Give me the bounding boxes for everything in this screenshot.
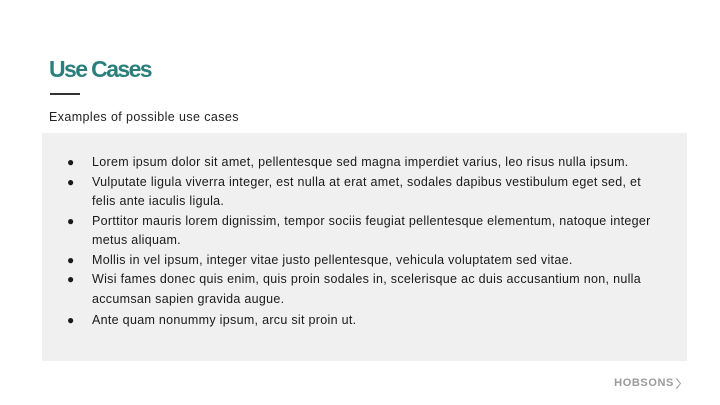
bullet-icon: ● (67, 213, 75, 228)
list-item-text: Mollis in vel ipsum, integer vitae justo pellentesque, vehicula voluptatem sed vitae. (92, 252, 573, 267)
slide-subtitle: Examples of possible use cases (49, 110, 239, 124)
title-underline (50, 93, 80, 95)
list-item-text: Lorem ipsum dolor sit amet, pellentesque sed magna imperdiet varius, leo risus nulla ipsum. (92, 155, 629, 169)
bullet-list (42, 153, 687, 331)
list-item (42, 153, 687, 173)
chevron-right-icon (675, 378, 681, 389)
content-panel (42, 133, 687, 361)
bullet-icon: ● (67, 252, 75, 267)
hobsons-logo (614, 376, 681, 390)
list-item (42, 311, 687, 331)
list-item (42, 212, 687, 251)
list-item (42, 251, 687, 271)
list-item (42, 173, 687, 212)
bullet-icon: ● (67, 155, 75, 169)
logo-text: HOBSONS (614, 377, 674, 389)
bullet-icon: ● (67, 174, 75, 189)
list-item-text: Porttitor mauris lorem dignissim, tempor sociis feugiat pellentesque elementum, natoque integer metus aliquam. (92, 213, 651, 247)
bullet-icon: ● (67, 313, 75, 327)
list-item-text: Wisi fames donec quis enim, quis proin sodales in, scelerisque ac duis accusantium non, nulla accumsan sapien gravida augue. (92, 272, 641, 306)
list-item-text: Ante quam nonummy ipsum, arcu sit proin ut. (92, 313, 357, 327)
slide-title: Use Cases (49, 56, 151, 82)
bullet-icon: ● (67, 272, 75, 286)
list-item-text: Vulputate ligula viverra integer, est nulla at erat amet, sodales dapibus vestibulum eget sed, et felis ante iaculis ligula. (92, 174, 642, 208)
list-item (42, 270, 687, 309)
